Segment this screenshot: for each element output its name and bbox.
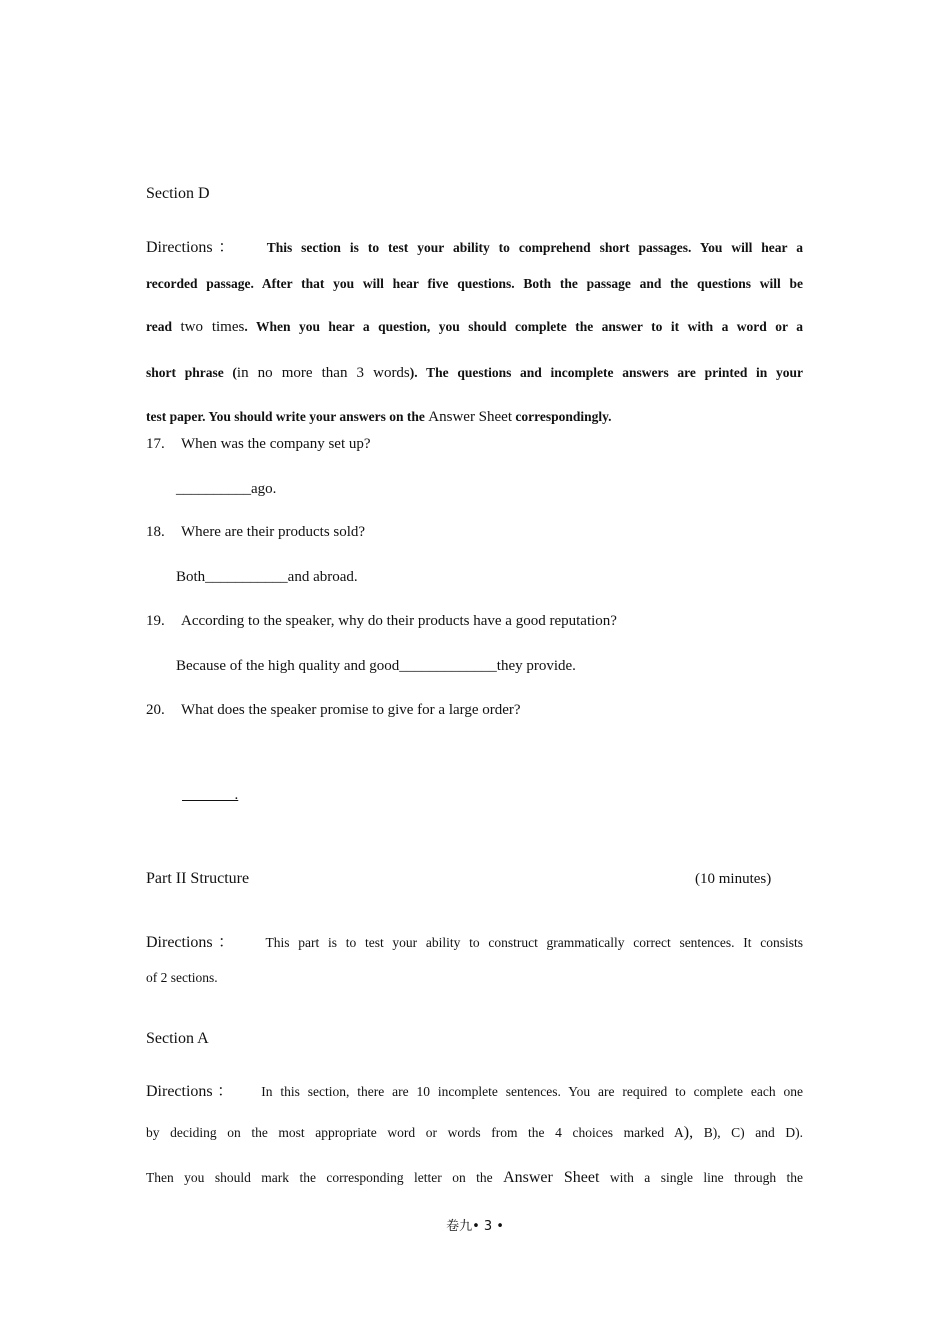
question-19: 19. According to the speaker, why do their products have a good reputation? — [146, 613, 617, 629]
section-a-directions-line-3: Then you should mark the corresponding letter on the Answer Sheet with a single line through the — [146, 1169, 804, 1186]
part-2-directions-line-2: of 2 sections. — [146, 970, 218, 985]
section-a-title: Section A — [146, 1030, 209, 1047]
answer-17: __________ago. — [176, 481, 277, 497]
answer-18: Both___________and abroad. — [176, 569, 358, 585]
question-18: 18. Where are their products sold? — [146, 524, 366, 540]
answer-20: . — [182, 787, 239, 803]
answer-19: Because of the high quality and good_____________they provide. — [176, 658, 576, 674]
question-17: 17. When was the company set up? — [146, 436, 371, 452]
section-d-directions-line-2: recorded passage. After that you will hear five questions. Both the passage and the questions will be — [146, 276, 803, 291]
section-d-directions-line-5: test paper. You should write your answers on the Answer Sheet correspondingly. — [146, 409, 612, 425]
section-d-directions-line-4: short phrase (in no more than 3 words). The questions and incomplete answers are printed in your — [146, 365, 804, 381]
part-2-time: (10 minutes) — [695, 871, 772, 887]
section-a-directions-line-2: by deciding on the most appropriate word or words from the 4 choices marked A), B), C) and D). — [146, 1124, 804, 1141]
part-2-directions-line-1: Directions： This part is to test your ability to construct grammatically correct sentences. It consists — [146, 934, 803, 951]
directions-label: Directions： — [146, 239, 240, 256]
question-20: 20. What does the speaker promise to give for a large order? — [146, 702, 521, 718]
part-2-title: Part II Structure — [146, 870, 250, 887]
section-d-directions-line-3: read two times. When you hear a question, you should complete the answer to it with a word or a — [146, 319, 804, 335]
section-d-directions-line-1: Directions： This section is to test your ability to comprehend short passages. You will hear a — [146, 239, 804, 256]
section-a-directions-line-1: Directions： In this section, there are 10 incomplete sentences. You are required to complete each one — [146, 1083, 804, 1100]
page-footer: 卷九• 3 • — [446, 1219, 504, 1234]
section-d-title: Section D — [146, 185, 210, 202]
